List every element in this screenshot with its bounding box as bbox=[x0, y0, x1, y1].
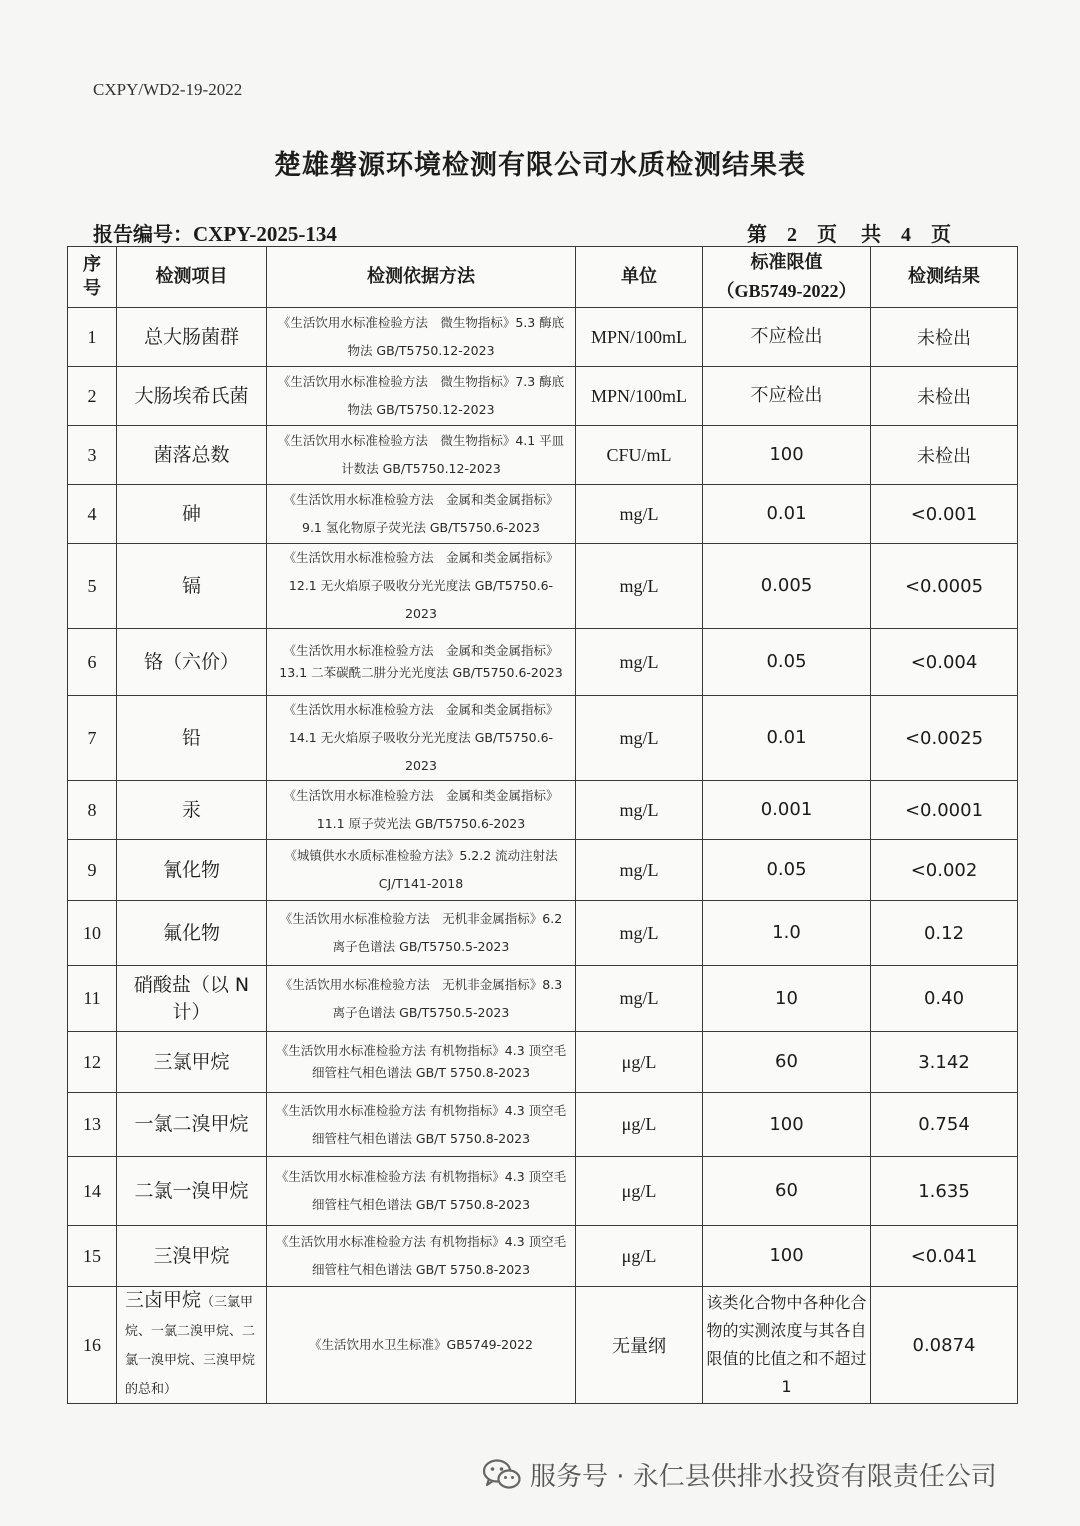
cell-item: 二氯一溴甲烷 bbox=[117, 1157, 267, 1226]
cell-no: 11 bbox=[68, 966, 117, 1032]
cell-unit: μg/L bbox=[576, 1226, 703, 1287]
cell-limit: 0.01 bbox=[703, 696, 871, 781]
cell-unit: mg/L bbox=[576, 629, 703, 696]
cell-unit: mg/L bbox=[576, 840, 703, 901]
cell-limit: 不应检出 bbox=[703, 308, 871, 367]
cell-method: 《生活饮用水标准检验方法 微生物指标》4.1 平皿计数法 GB/T5750.12-2023 bbox=[267, 426, 576, 485]
cell-result: 3.142 bbox=[871, 1032, 1018, 1093]
report-number-value: CXPY-2025-134 bbox=[193, 222, 337, 246]
header-limit-line2: （GB5749-2022） bbox=[716, 281, 857, 301]
footer-text: 服务号 · 永仁县供排水投资有限责任公司 bbox=[530, 1462, 997, 1492]
cell-item: 总大肠菌群 bbox=[117, 308, 267, 367]
cell-result: 0.40 bbox=[871, 966, 1018, 1032]
cell-unit: mg/L bbox=[576, 544, 703, 629]
page-current: 2 bbox=[787, 224, 799, 246]
cell-method: 《生活饮用水标准检验方法 微生物指标》5.3 酶底物法 GB/T5750.12-2023 bbox=[267, 308, 576, 367]
cell-limit: 100 bbox=[703, 426, 871, 485]
cell-no: 15 bbox=[68, 1226, 117, 1287]
cell-item: 氰化物 bbox=[117, 840, 267, 901]
cell-method: 《生活饮用水标准检验方法 无机非金属指标》6.2 离子色谱法 GB/T5750.5-2023 bbox=[267, 901, 576, 966]
cell-no: 14 bbox=[68, 1157, 117, 1226]
cell-limit: 0.001 bbox=[703, 781, 871, 840]
document-title: 楚雄磐源环境检测有限公司水质检测结果表 bbox=[274, 150, 806, 181]
cell-no: 16 bbox=[68, 1287, 117, 1404]
cell-method: 《生活饮用水标准检验方法 金属和类金属指标》11.1 原子荧光法 GB/T5750.6-2023 bbox=[267, 781, 576, 840]
cell-unit: mg/L bbox=[576, 966, 703, 1032]
results-table bbox=[67, 246, 1018, 1404]
cell-unit: mg/L bbox=[576, 781, 703, 840]
table-row bbox=[68, 1032, 1018, 1093]
table-row bbox=[68, 781, 1018, 840]
cell-unit: μg/L bbox=[576, 1093, 703, 1157]
cell-no: 2 bbox=[68, 367, 117, 426]
cell-unit: mg/L bbox=[576, 696, 703, 781]
cell-item-main: 三卤甲烷 bbox=[125, 1289, 202, 1311]
cell-result: <0.0001 bbox=[871, 781, 1018, 840]
cell-result: <0.004 bbox=[871, 629, 1018, 696]
header-item: 检测项目 bbox=[117, 247, 267, 308]
cell-result: 1.635 bbox=[871, 1157, 1018, 1226]
cell-limit: 60 bbox=[703, 1032, 871, 1093]
cell-no: 5 bbox=[68, 544, 117, 629]
cell-item: 三溴甲烷 bbox=[117, 1226, 267, 1287]
cell-result: 0.12 bbox=[871, 901, 1018, 966]
header-result: 检测结果 bbox=[871, 247, 1018, 308]
cell-limit: 100 bbox=[703, 1226, 871, 1287]
cell-unit: μg/L bbox=[576, 1032, 703, 1093]
cell-method: 《生活饮用水标准检验方法 金属和类金属指标》9.1 氢化物原子荧光法 GB/T5750.6-2023 bbox=[267, 485, 576, 544]
cell-no: 10 bbox=[68, 901, 117, 966]
page-indicator bbox=[747, 218, 953, 247]
cell-no: 6 bbox=[68, 629, 117, 696]
cell-no: 12 bbox=[68, 1032, 117, 1093]
report-number-label: 报告编号： bbox=[93, 222, 193, 246]
cell-item: 镉 bbox=[117, 544, 267, 629]
cell-result: <0.0005 bbox=[871, 544, 1018, 629]
table-row bbox=[68, 1226, 1018, 1287]
cell-no: 9 bbox=[68, 840, 117, 901]
cell-limit: 0.05 bbox=[703, 629, 871, 696]
cell-item: 氟化物 bbox=[117, 901, 267, 966]
cell-unit: MPN/100mL bbox=[576, 308, 703, 367]
cell-limit: 0.01 bbox=[703, 485, 871, 544]
cell-no: 4 bbox=[68, 485, 117, 544]
table-header-row bbox=[68, 247, 1018, 308]
cell-method: 《生活饮用水标准检验方法 金属和类金属指标》14.1 无火焰原子吸收分光光度法 GB/T5750.6-2023 bbox=[267, 696, 576, 781]
cell-no: 3 bbox=[68, 426, 117, 485]
page-mid: 页 共 bbox=[817, 222, 883, 246]
page-suffix: 页 bbox=[931, 222, 953, 246]
footer-watermark bbox=[482, 1456, 997, 1493]
table-row bbox=[68, 696, 1018, 781]
cell-method: 《生活饮用水标准检验方法 有机物指标》4.3 顶空毛细管柱气相色谱法 GB/T 5750.8-2023 bbox=[267, 1157, 576, 1226]
cell-method: 《生活饮用水标准检验方法 有机物指标》4.3 顶空毛细管柱气相色谱法 GB/T 5750.8-2023 bbox=[267, 1226, 576, 1287]
table-row bbox=[68, 1287, 1018, 1404]
cell-item-note: （三氯甲烷、一氯二溴甲烷、二氯一溴甲烷、三溴甲烷的总和） bbox=[125, 1295, 256, 1397]
cell-unit: mg/L bbox=[576, 485, 703, 544]
cell-result: 0.754 bbox=[871, 1093, 1018, 1157]
cell-method: 《生活饮用水标准检验方法 微生物指标》7.3 酶底物法 GB/T5750.12-2023 bbox=[267, 367, 576, 426]
cell-item: 三氯甲烷 bbox=[117, 1032, 267, 1093]
cell-item: 大肠埃希氏菌 bbox=[117, 367, 267, 426]
cell-limit: 10 bbox=[703, 966, 871, 1032]
cell-result: 0.0874 bbox=[871, 1287, 1018, 1404]
cell-item: 铅 bbox=[117, 696, 267, 781]
table-row bbox=[68, 485, 1018, 544]
cell-item: 汞 bbox=[117, 781, 267, 840]
header-limit-line1: 标准限值 bbox=[750, 252, 823, 273]
cell-method: 《生活饮用水标准检验方法 无机非金属指标》8.3 离子色谱法 GB/T5750.5-2023 bbox=[267, 966, 576, 1032]
cell-no: 7 bbox=[68, 696, 117, 781]
cell-unit: CFU/mL bbox=[576, 426, 703, 485]
table-row bbox=[68, 966, 1018, 1032]
page-total: 4 bbox=[901, 224, 913, 246]
table-row bbox=[68, 1093, 1018, 1157]
table-row bbox=[68, 308, 1018, 367]
cell-result: <0.041 bbox=[871, 1226, 1018, 1287]
cell-method: 《生活饮用水标准检验方法 有机物指标》4.3 顶空毛细管柱气相色谱法 GB/T 5750.8-2023 bbox=[267, 1093, 576, 1157]
cell-unit: MPN/100mL bbox=[576, 367, 703, 426]
cell-method: 《生活饮用水标准检验方法 金属和类金属指标》13.1 二苯碳酰二肼分光光度法 GB/T5750.6-2023 bbox=[267, 629, 576, 696]
table-row bbox=[68, 1157, 1018, 1226]
cell-method: 《生活饮用水标准检验方法 有机物指标》4.3 顶空毛细管柱气相色谱法 GB/T 5750.8-2023 bbox=[267, 1032, 576, 1093]
table-row bbox=[68, 544, 1018, 629]
document-code: CXPY/WD2-19-2022 bbox=[93, 80, 243, 99]
cell-result: 未检出 bbox=[871, 367, 1018, 426]
cell-method: 《生活饮用水标准检验方法 金属和类金属指标》12.1 无火焰原子吸收分光光度法 GB/T5750.6-2023 bbox=[267, 544, 576, 629]
cell-no: 1 bbox=[68, 308, 117, 367]
cell-limit: 60 bbox=[703, 1157, 871, 1226]
cell-result: <0.001 bbox=[871, 485, 1018, 544]
cell-item: 菌落总数 bbox=[117, 426, 267, 485]
table-row bbox=[68, 629, 1018, 696]
report-number bbox=[93, 218, 337, 247]
cell-result: 未检出 bbox=[871, 426, 1018, 485]
wechat-icon bbox=[482, 1458, 522, 1492]
table-row bbox=[68, 367, 1018, 426]
cell-unit: μg/L bbox=[576, 1157, 703, 1226]
cell-item: 一氯二溴甲烷 bbox=[117, 1093, 267, 1157]
cell-item: 砷 bbox=[117, 485, 267, 544]
header-unit: 单位 bbox=[576, 247, 703, 308]
report-info-line bbox=[93, 218, 953, 247]
cell-unit: mg/L bbox=[576, 901, 703, 966]
cell-limit: 0.005 bbox=[703, 544, 871, 629]
cell-method: 《生活饮用水卫生标准》GB5749-2022 bbox=[267, 1287, 576, 1404]
cell-item: 硝酸盐（以 N 计） bbox=[117, 966, 267, 1032]
header-no: 序号 bbox=[68, 247, 117, 308]
cell-item: 铬（六价） bbox=[117, 629, 267, 696]
cell-result: <0.0025 bbox=[871, 696, 1018, 781]
cell-limit: 1.0 bbox=[703, 901, 871, 966]
cell-result: <0.002 bbox=[871, 840, 1018, 901]
page-prefix: 第 bbox=[747, 222, 769, 246]
cell-limit: 不应检出 bbox=[703, 367, 871, 426]
cell-limit: 100 bbox=[703, 1093, 871, 1157]
header-method: 检测依据方法 bbox=[267, 247, 576, 308]
cell-item bbox=[117, 1287, 267, 1404]
cell-limit: 该类化合物中各种化合物的实测浓度与其各自限值的比值之和不超过 1 bbox=[703, 1287, 871, 1404]
table-row bbox=[68, 901, 1018, 966]
cell-result: 未检出 bbox=[871, 308, 1018, 367]
table-row bbox=[68, 426, 1018, 485]
table-row bbox=[68, 840, 1018, 901]
cell-no: 8 bbox=[68, 781, 117, 840]
cell-method: 《城镇供水水质标准检验方法》5.2.2 流动注射法 CJ/T141-2018 bbox=[267, 840, 576, 901]
header-limit bbox=[703, 247, 871, 308]
cell-no: 13 bbox=[68, 1093, 117, 1157]
cell-unit: 无量纲 bbox=[576, 1287, 703, 1404]
cell-limit: 0.05 bbox=[703, 840, 871, 901]
